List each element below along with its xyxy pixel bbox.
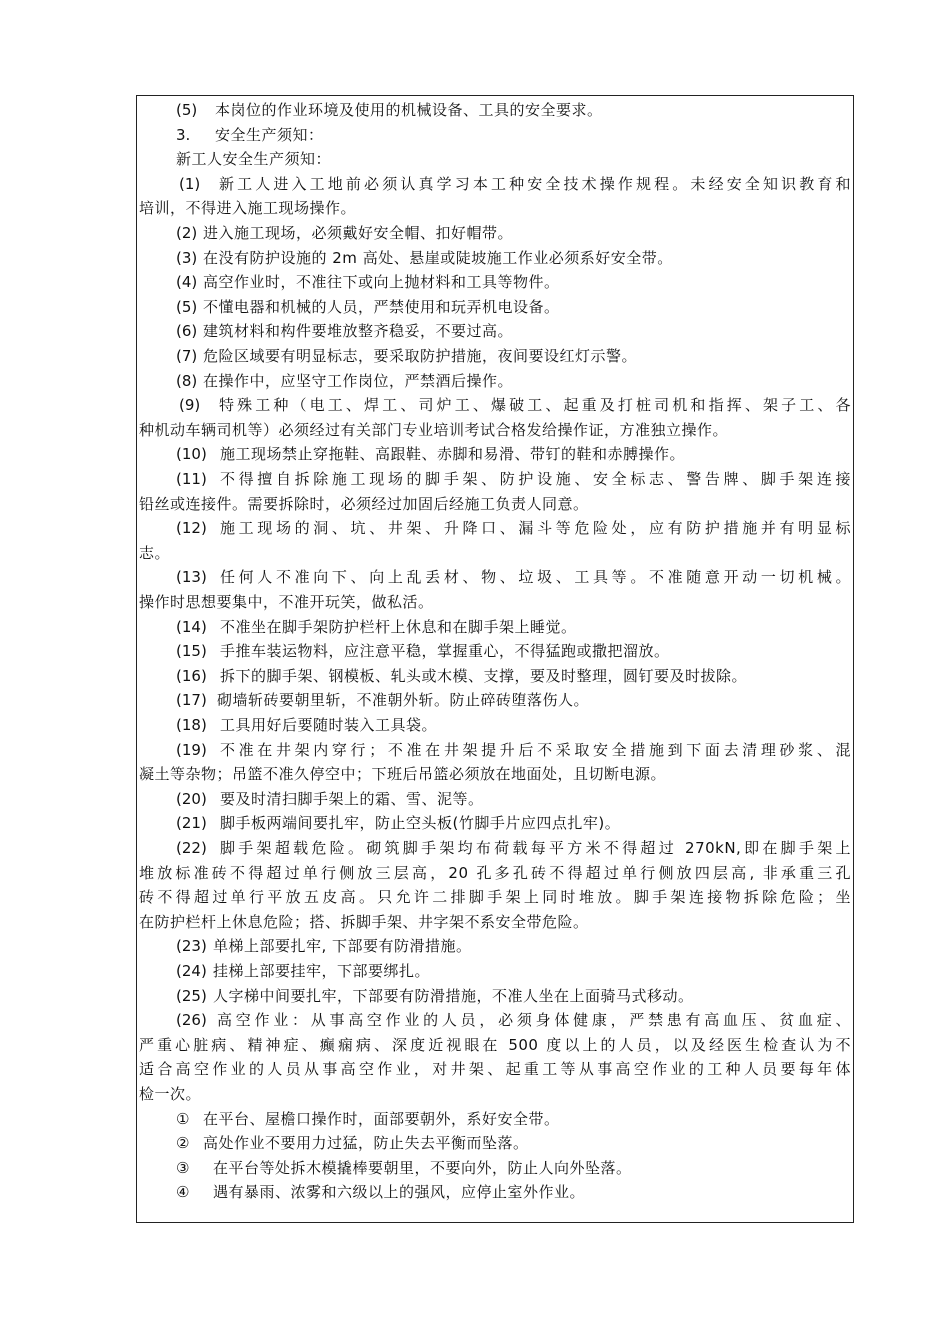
list-item-continuation bbox=[137, 541, 853, 565]
item-text-continued: 铅丝或连接件。需要拆除时，必须经过加固后经施工负责人同意。 bbox=[139, 494, 589, 513]
item-number: (13) bbox=[176, 568, 207, 587]
list-item-continuation bbox=[137, 1082, 853, 1106]
item-text-continued: 在防护栏杆上休息危险；搭、拆脚手架、井字架不系安全带危险。 bbox=[139, 912, 589, 931]
list-item bbox=[137, 467, 853, 491]
item-number: (5) bbox=[176, 297, 198, 316]
item-number: (16) bbox=[176, 666, 207, 685]
list-item bbox=[137, 615, 853, 639]
item-number: (11) bbox=[176, 470, 207, 488]
item-text: 高空作业：从事高空作业的人员，必须身体健康，严禁患有高血压、贫血症、 bbox=[217, 1011, 851, 1030]
item-number: (22) bbox=[176, 839, 207, 857]
item-number: (14) bbox=[176, 617, 207, 636]
list-item bbox=[137, 98, 853, 122]
item-number: (25) bbox=[176, 986, 207, 1005]
item-text-continued: 堆放标准砖不得超过单行侧放三层高，20 孔多孔砖不得超过单行侧放四层高, 非承重三孔 bbox=[139, 863, 851, 882]
list-item-continuation bbox=[137, 1057, 853, 1081]
item-number: ① bbox=[176, 1109, 190, 1128]
list-item bbox=[137, 688, 853, 712]
list-item bbox=[137, 1008, 853, 1032]
item-text: 手推车装运物料，应注意平稳，掌握重心，不得猛跑或撒把溜放。 bbox=[220, 642, 670, 661]
list-item bbox=[137, 246, 853, 270]
list-item-continuation bbox=[137, 418, 853, 442]
item-text: 本岗位的作业环境及使用的机械设备、工具的安全要求。 bbox=[215, 101, 603, 119]
list-item bbox=[137, 639, 853, 663]
list-item bbox=[137, 1156, 853, 1180]
item-text: 单梯上部要扎牢, 下部要有防滑措施。 bbox=[213, 937, 472, 956]
list-item-continuation bbox=[137, 1033, 853, 1057]
list-item bbox=[137, 221, 853, 245]
list-item bbox=[137, 787, 853, 811]
list-item bbox=[137, 147, 853, 171]
item-text: 脚手板两端间要扎牢，防止空头板(竹脚手片应四点扎牢)。 bbox=[220, 814, 621, 833]
item-text: 不得擅自拆除施工现场的脚手架、防护设施、安全标志、警告牌、脚手架连接 bbox=[220, 470, 851, 488]
item-text: 工具用好后要随时装入工具袋。 bbox=[220, 716, 438, 734]
item-text: 在操作中，应坚守工作岗位，严禁酒后操作。 bbox=[203, 371, 514, 390]
list-item bbox=[137, 934, 853, 958]
list-item bbox=[137, 713, 853, 737]
item-text: 高处作业不要用力过猛，防止失去平衡而坠落。 bbox=[203, 1134, 529, 1153]
item-text: 进入施工现场，必须戴好安全帽、扣好帽带。 bbox=[203, 224, 514, 242]
list-item bbox=[137, 270, 853, 294]
item-text: 人字梯中间要扎牢，下部要有防滑措施，不准人坐在上面骑马式移动。 bbox=[213, 986, 694, 1005]
list-item bbox=[137, 393, 853, 417]
item-number: (20) bbox=[176, 789, 207, 808]
list-item bbox=[137, 319, 853, 343]
item-text: 在平台等处拆木模撬棒要朝里，不要向外，防止人向外坠落。 bbox=[213, 1158, 632, 1177]
item-number: (10) bbox=[176, 445, 207, 464]
list-item bbox=[137, 516, 853, 540]
item-text: 拆下的脚手架、钢模板、轧头或木模、支撑，要及时整理，圆钉要及时拔除。 bbox=[220, 666, 748, 685]
item-text: 施工现场禁止穿拖鞋、高跟鞋、赤脚和易滑、带钉的鞋和赤膊操作。 bbox=[220, 445, 686, 464]
item-text: 在平台、屋檐口操作时，面部要朝外，系好安全带。 bbox=[203, 1109, 560, 1128]
item-number: ④ bbox=[176, 1183, 190, 1202]
item-text: 建筑材料和构件要堆放整齐稳妥，不要过高。 bbox=[203, 322, 514, 341]
item-text: 不准在井架内穿行；不准在井架提升后不采取安全措施到下面去清理砂浆、混 bbox=[220, 740, 851, 759]
item-number: (2) bbox=[176, 224, 198, 242]
item-text: 高空作业时，不准往下或向上抛材料和工具等物件。 bbox=[203, 273, 560, 292]
item-text: 遇有暴雨、浓雾和六级以上的强风，应停止室外作业。 bbox=[213, 1183, 586, 1202]
list-item-continuation bbox=[137, 762, 853, 786]
list-item bbox=[137, 836, 853, 860]
item-text-continued: 培训，不得进入施工现场操作。 bbox=[139, 199, 357, 218]
item-text-continued: 种机动车辆司机等）必须经过有关部门专业培训考试合格发给操作证，方准独立操作。 bbox=[139, 420, 729, 439]
list-item bbox=[137, 664, 853, 688]
item-number: (6) bbox=[176, 322, 198, 341]
list-item bbox=[137, 172, 853, 196]
list-item-continuation bbox=[137, 590, 853, 614]
item-number: (9) bbox=[179, 396, 201, 415]
list-item bbox=[137, 984, 853, 1008]
item-number: (1) bbox=[179, 174, 201, 193]
list-item-continuation bbox=[137, 861, 853, 885]
item-number: (7) bbox=[176, 347, 198, 365]
item-text: 在没有防护设施的 2m 高处、悬崖或陡坡施工作业必须系好安全带。 bbox=[203, 248, 673, 267]
item-text-continued: 志。 bbox=[139, 543, 171, 562]
item-number: (23) bbox=[176, 937, 207, 956]
item-text: 安全生产须知： bbox=[215, 125, 324, 144]
item-number: 3. bbox=[176, 125, 191, 144]
list-item bbox=[137, 295, 853, 319]
item-text-continued: 凝土等杂物；吊篮不准久停空中；下班后吊篮必须放在地面处，且切断电源。 bbox=[139, 765, 667, 784]
item-text: 砌墙斩砖要朝里斩，不准朝外斩。防止碎砖堕落伤人。 bbox=[217, 691, 590, 710]
list-item-continuation bbox=[137, 885, 853, 909]
item-number: ③ bbox=[176, 1158, 190, 1177]
item-number: ② bbox=[176, 1134, 190, 1153]
list-item bbox=[137, 1107, 853, 1131]
item-number: (3) bbox=[176, 248, 198, 267]
item-text: 新工人安全生产须知： bbox=[176, 150, 332, 169]
item-text-continued: 砖不得超过单行平放五皮高。只允许二排脚手架上同时堆放。脚手架连接物拆除危险；坐 bbox=[139, 888, 851, 907]
item-text: 不懂电器和机械的人员，严禁使用和玩弄机电设备。 bbox=[203, 297, 560, 316]
item-number: (5) bbox=[176, 101, 198, 119]
list-item bbox=[137, 1131, 853, 1155]
list-item-continuation bbox=[137, 196, 853, 220]
list-item-continuation bbox=[137, 492, 853, 516]
list-item bbox=[137, 442, 853, 466]
item-text: 不准坐在脚手架防护栏杆上休息和在脚手架上睡觉。 bbox=[220, 617, 577, 636]
item-number: (18) bbox=[176, 716, 207, 734]
list-item bbox=[137, 369, 853, 393]
item-text: 要及时清扫脚手架上的霜、雪、泥等。 bbox=[220, 789, 484, 808]
item-text-continued: 严重心脏病、精神症、癫痫病、深度近视眼在 500 度以上的人员，以及经医生检查认为不 bbox=[139, 1035, 851, 1054]
list-item bbox=[137, 959, 853, 983]
item-text: 脚手架超载危险。砌筑脚手架均布荷载每平方米不得超过 270kN,即在脚手架上 bbox=[220, 839, 851, 857]
item-text: 任何人不准向下、向上乱丢材、物、垃圾、工具等。不准随意开动一切机械。 bbox=[220, 568, 851, 587]
list-item bbox=[137, 738, 853, 762]
item-number: (26) bbox=[176, 1011, 207, 1030]
item-number: (24) bbox=[176, 962, 207, 980]
item-text: 危险区域要有明显标志，要采取防护措施，夜间要设红灯示警。 bbox=[203, 347, 638, 365]
document-frame bbox=[136, 95, 854, 1223]
list-item bbox=[137, 344, 853, 368]
item-text: 挂梯上部要挂牢，下部要绑扎。 bbox=[213, 962, 431, 980]
item-text: 特殊工种（电工、焊工、司炉工、爆破工、起重及打桩司机和指挥、架子工、各 bbox=[219, 396, 851, 415]
list-item bbox=[137, 811, 853, 835]
item-number: (15) bbox=[176, 642, 207, 661]
item-text: 施工现场的洞、坑、井架、升降口、漏斗等危险处，应有防护措施并有明显标 bbox=[220, 519, 851, 538]
item-text-continued: 检一次。 bbox=[139, 1085, 202, 1103]
item-number: (4) bbox=[176, 273, 198, 292]
list-item-continuation bbox=[137, 910, 853, 934]
item-text: 新工人进入工地前必须认真学习本工种安全技术操作规程。未经安全知识教育和 bbox=[219, 174, 851, 193]
item-text-continued: 适合高空作业的人员从事高空作业，对井架、起重工等从事高空作业的工种人员要每年体 bbox=[139, 1060, 851, 1079]
list-item bbox=[137, 565, 853, 589]
list-item bbox=[137, 1180, 853, 1204]
item-number: (17) bbox=[176, 691, 207, 710]
item-number: (12) bbox=[176, 519, 207, 538]
item-number: (19) bbox=[176, 740, 207, 759]
list-item bbox=[137, 123, 853, 147]
item-text-continued: 操作时思想要集中，不准开玩笑，做私活。 bbox=[139, 593, 434, 611]
item-number: (8) bbox=[176, 371, 198, 390]
item-number: (21) bbox=[176, 814, 207, 833]
